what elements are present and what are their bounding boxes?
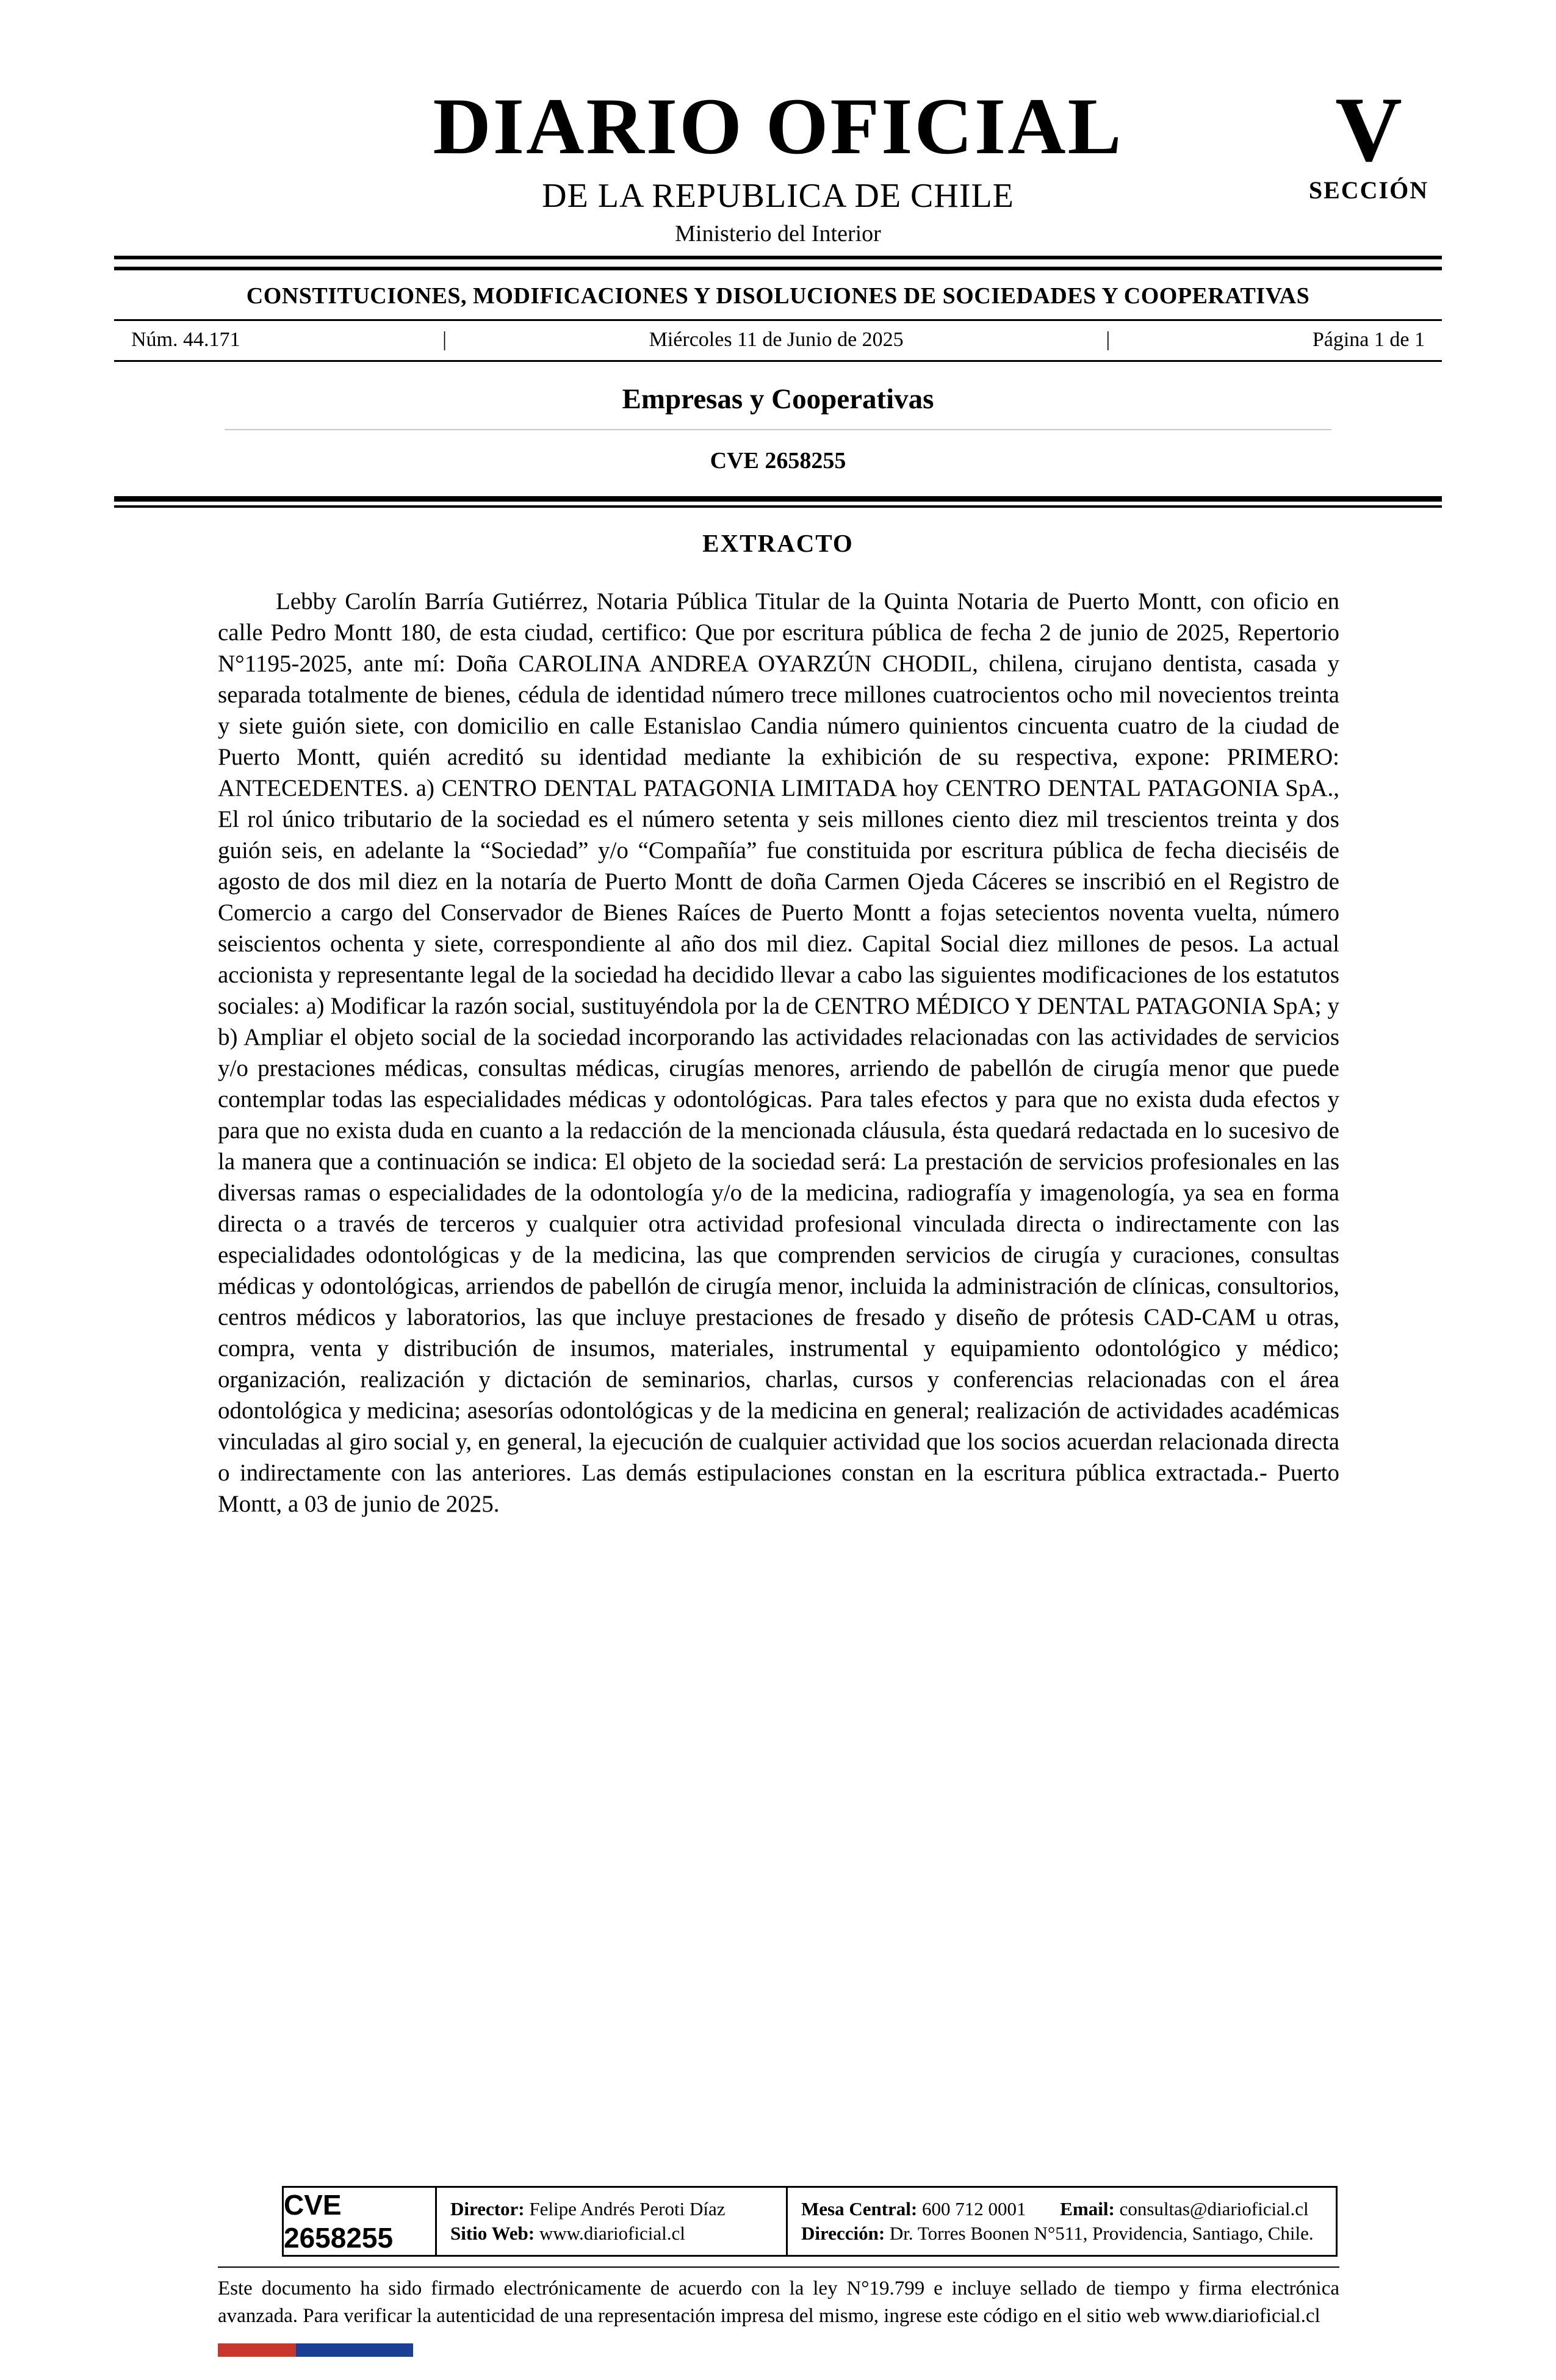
heavy-divider (114, 496, 1442, 508)
address-value: Dr. Torres Boonen N°511, Providencia, Santiago, Chile. (889, 2223, 1314, 2244)
flag-red-segment (218, 2343, 296, 2357)
extract-body: Lebby Carolín Barría Gutiérrez, Notaria Pública Titular de la Quinta Notaria de Puerto Montt, con oficio en calle Pedro Montt 180, de esta ciudad, certifico: Que por escritura pública de fecha 2 de junio de 2025, Repertorio N°1195-2025, ante mí: Doña CAROLINA ANDREA OYARZÚN CHODIL, chilena, cirujano dentista, casada y separada totalmente de bienes, cédula de identidad número trece millones cuatrocientos ocho mil novecientos treinta y siete guión siete, con domicilio en calle Estanislao Candia número quinientos cincuenta cuatro de la ciudad de Puerto Montt, quién acreditó su identidad mediante la exhibición de su respectiva, expone: PRIMERO: ANTECEDENTES. a) CENTRO DENTAL PATAGONIA LIMITADA hoy CENTRO DENTAL PATAGONIA SpA., El rol único tributario de la sociedad es el número setenta y seis millones ciento diez mil trescientos treinta y dos guión seis, en adelante la “Sociedad” y/o “Compañía” fue constituida por escritura pública de fecha dieciséis de agosto de dos mil diez en la notaría de Puerto Montt de doña Carmen Ojeda Cáceres se inscribió en el Registro de Comercio a cargo del Conservador de Bienes Raíces de Puerto Montt a fojas setecientos noventa vuelta, número seiscientos ochenta y siete, correspondiente al año dos mil diez. Capital Social diez millones de pesos. La actual accionista y representante legal de la sociedad ha decidido llevar a cabo las siguientes modificaciones de los estatutos sociales: a) Modificar la razón social, sustituyéndola por la de CENTRO MÉDICO Y DENTAL PATAGONIA SpA; y b) Ampliar el objeto social de la sociedad incorporando las actividades relacionadas con las actividades de servicios y/o prestaciones médicas, consultas médicas, cirugías menores, arriendo de pabellón de cirugía menor que puede contemplar todas las especialidades médicas y odontológicas. Para tales efectos y para que no exista duda efectos y para que no exista duda en cuanto a la redacción de la mencionada cláusula, ésta quedará redactada en lo sucesivo de la manera que a continuación se indica: El objeto de la sociedad será: La prestación de servicios profesionales en las diversas ramas o especialidades de la odontología y/o de la medicina, radiografía y imagenología, ya sea en forma directa o a través de terceros y cualquier otra actividad profesional vinculada directa o indirectamente con las especialidades odontológicas y de la medicina, las que comprenden servicios de cirugía y curaciones, consultas médicas y odontológicas, arriendos de pabellón de cirugía menor, incluida la administración de clínicas, consultorios, centros médicos y laboratorios, las que incluye prestaciones de fresado y diseño de prótesis CAD-CAM u otras, compra, venta y distribución de insumos, materiales, instrumental y equipamiento odontológico y médico; organización, realización y dictación de seminarios, charlas, cursos y conferencias relacionadas con el área odontológica y medicina; asesorías odontológicas y de la medicina en general; realización de actividades académicas vinculadas al giro social y, en general, la ejecución de cualquier actividad que los socios acuerdan relacionada directa o indirectamente con las anteriores. Las demás estipulaciones constan en la escritura pública extractada.- Puerto Montt, a 03 de junio de 2025. (218, 588, 1339, 1517)
website-value: www.diarioficial.cl (539, 2223, 685, 2244)
phone-value: 600 712 0001 (922, 2198, 1026, 2220)
address-label: Dirección: (801, 2223, 885, 2244)
disclaimer-text: Este documento ha sido firmado electrónicamente de acuerdo con la ley N°19.799 e incluye sellado de tiempo y firma electrónica avanzada. Para verificar la autenticidad de una representación impresa del mismo, ingrese este código en el sitio web www.diarioficial.cl (218, 2277, 1339, 2327)
banner-heading: CONSTITUCIONES, MODIFICACIONES Y DISOLUCIONES DE SOCIEDADES Y COOPERATIVAS (246, 283, 1310, 309)
phone-label: Mesa Central: (801, 2198, 918, 2220)
issue-number: Núm. 44.171 (131, 328, 240, 351)
masthead-divider (114, 256, 1442, 270)
category-title: Empresas y Cooperativas (622, 383, 934, 415)
issue-date: Miércoles 11 de Junio de 2025 (649, 328, 904, 351)
masthead-title: DIARIO OFICIAL (433, 81, 1123, 171)
footer-info-box (282, 2186, 1338, 2257)
flag-blue-segment (296, 2343, 413, 2357)
section-label: SECCIÓN (1308, 176, 1429, 204)
section-letter: V (1335, 78, 1402, 181)
masthead-center (114, 78, 1442, 247)
address-line (801, 2221, 1330, 2246)
masthead-ministry: Ministerio del Interior (675, 220, 881, 247)
email-value: consultas@diarioficial.cl (1119, 2198, 1309, 2220)
footer-divider (218, 2266, 1339, 2268)
director-label: Director: (450, 2198, 525, 2220)
website-label: Sitio Web: (450, 2223, 535, 2244)
extract-title: EXTRACTO (702, 528, 854, 557)
phone-email-line (801, 2197, 1330, 2221)
page-indicator: Página 1 de 1 (1312, 328, 1425, 351)
masthead (114, 0, 1442, 247)
footer-contact-left (435, 2188, 786, 2255)
page-footer (0, 2186, 1556, 2357)
light-divider (225, 429, 1331, 430)
section-box (1295, 78, 1442, 204)
meta-row (114, 321, 1442, 360)
director-name: Felipe Andrés Peroti Díaz (529, 2198, 726, 2220)
chile-flag-mark (218, 2343, 413, 2357)
cve-heading: CVE 2658255 (710, 447, 846, 474)
website-line (450, 2221, 780, 2246)
meta-separator: | (1106, 328, 1111, 351)
footer-contact-right (786, 2188, 1336, 2255)
email-label: Email: (1060, 2198, 1115, 2220)
divider-bottom (114, 360, 1442, 362)
director-line (450, 2197, 780, 2221)
footer-cve: CVE 2658255 (284, 2189, 394, 2254)
meta-separator: | (442, 328, 447, 351)
masthead-subtitle: DE LA REPUBLICA DE CHILE (542, 176, 1014, 215)
